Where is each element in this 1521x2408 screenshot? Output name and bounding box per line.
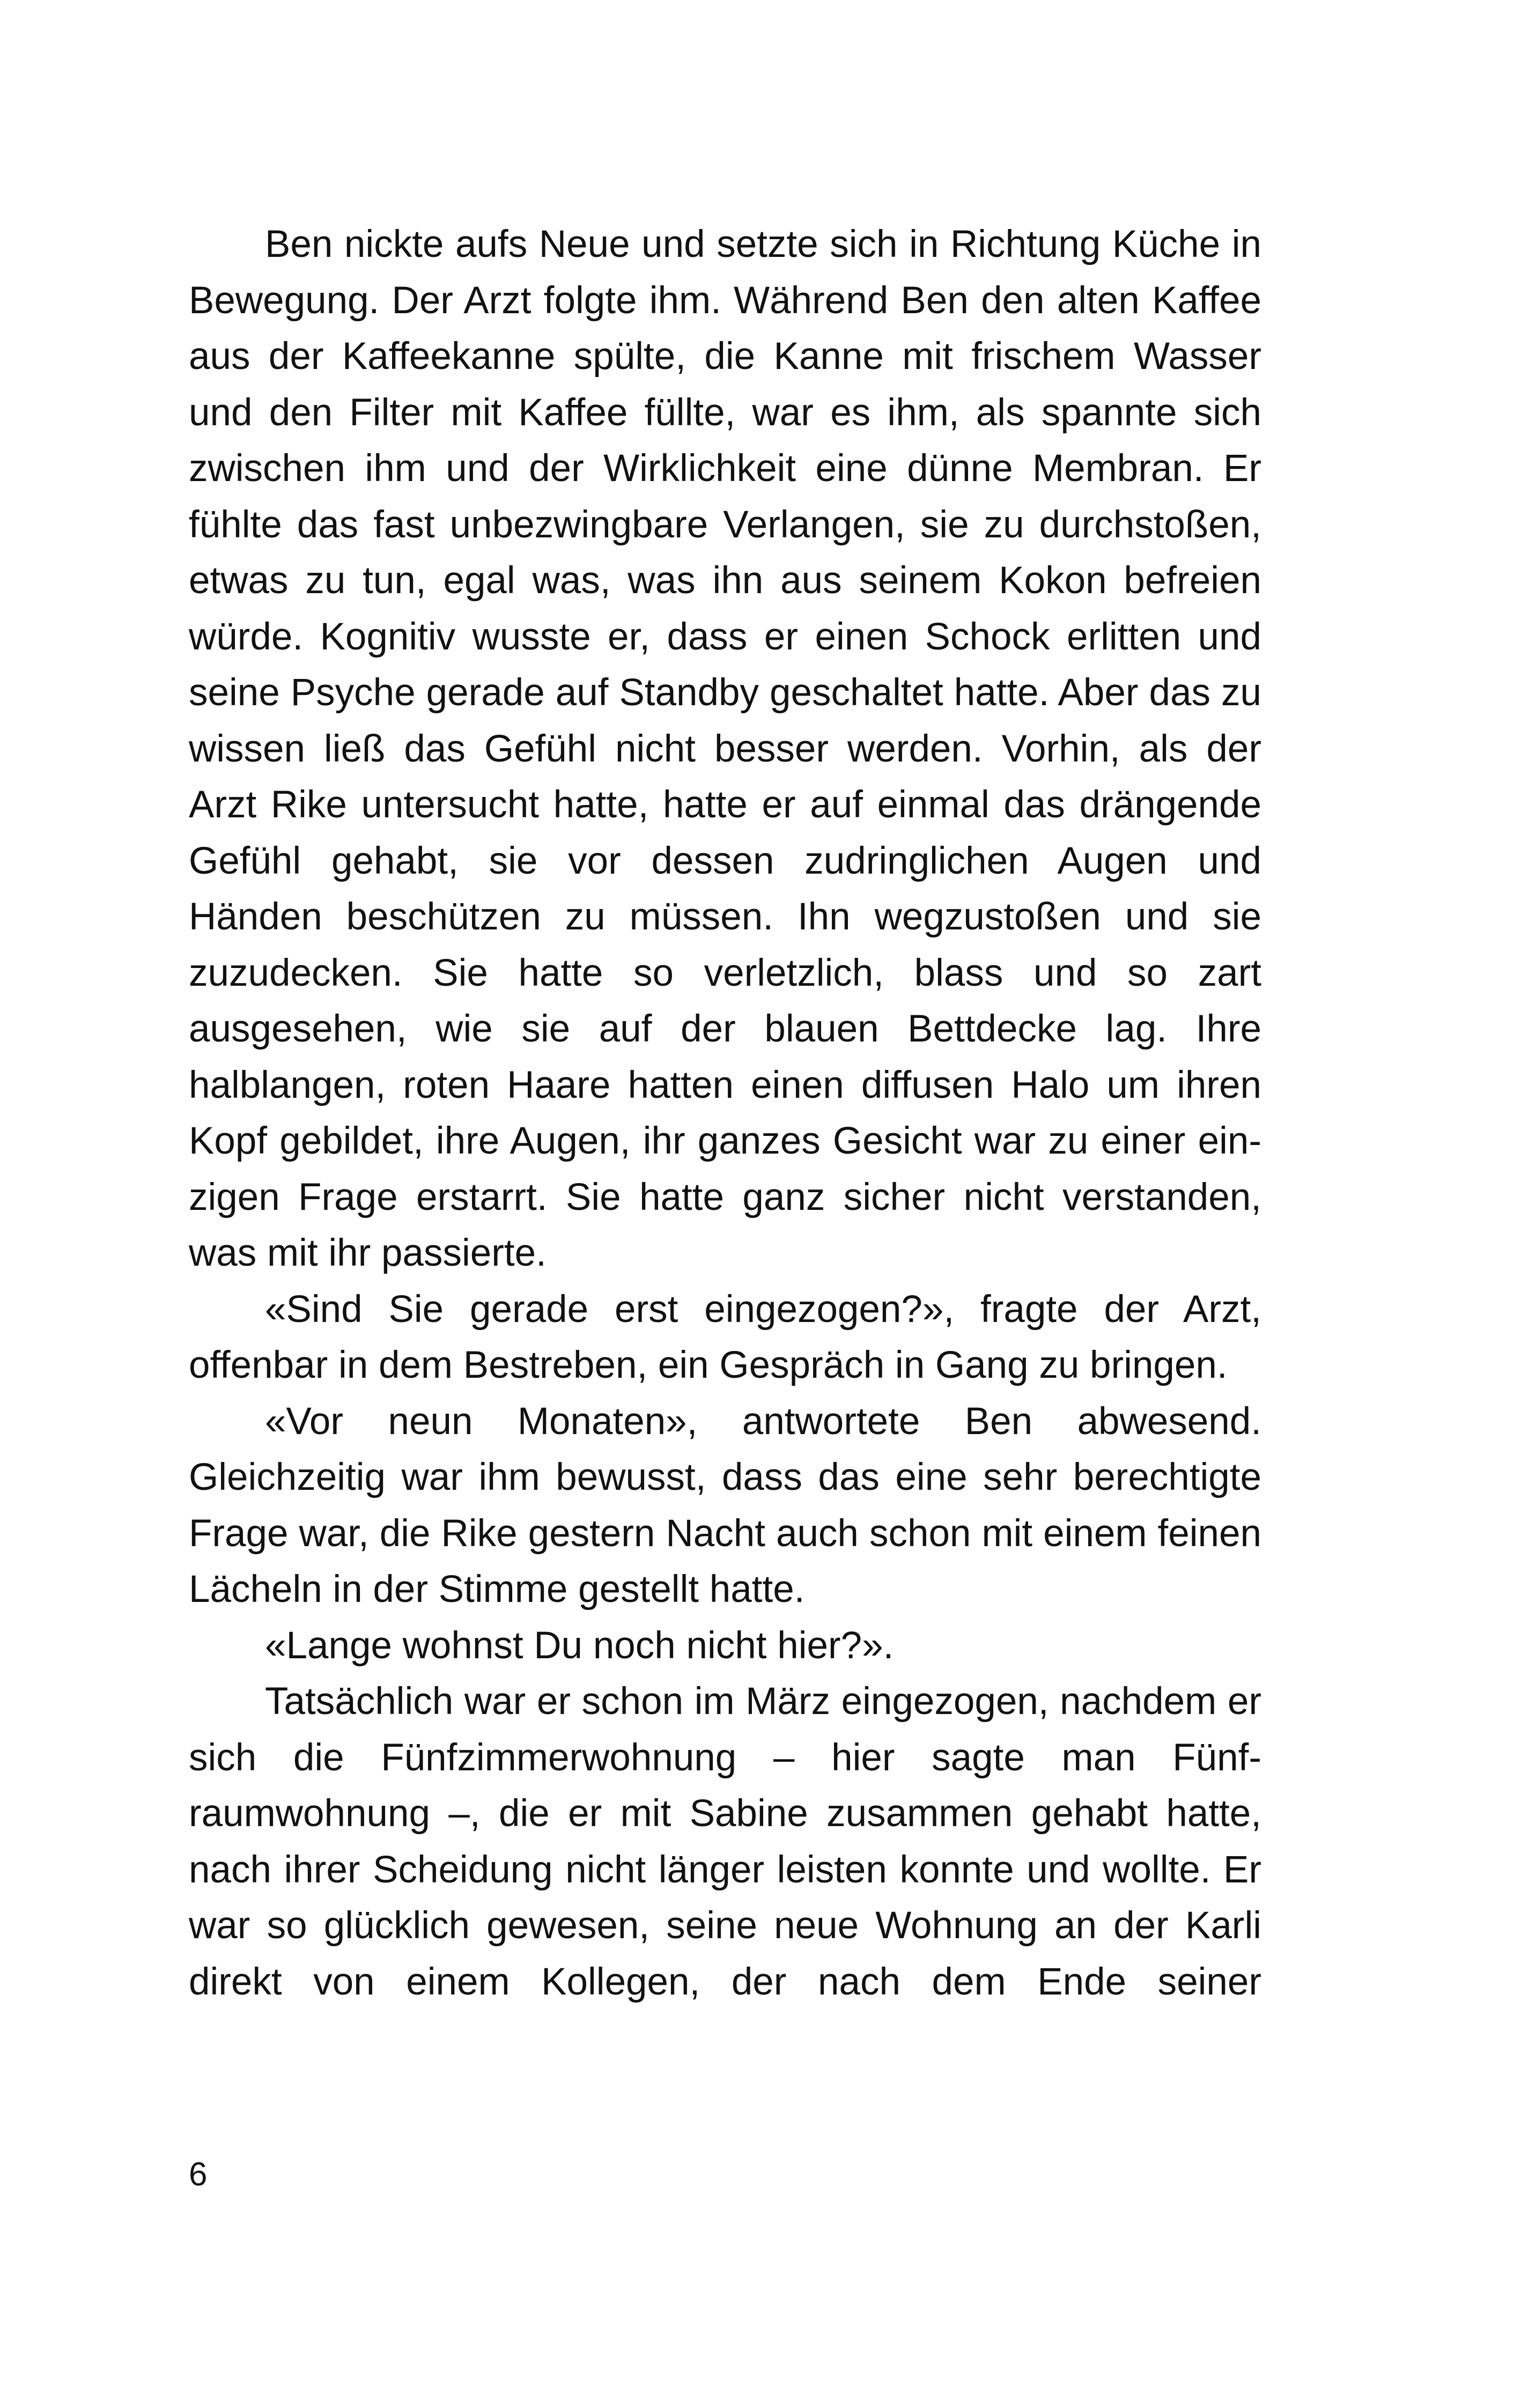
paragraph-5: Tatsächlich war er schon im März eingezogen, nachdem er sich die Fünfzimmerwohnung – hier sagte man Fünfraumwohnung –, die er mit Sabine zusammen gehabt hatte, nach ihrer Scheidung nicht länger leisten konnte und wollte. Er war so glücklich gewesen, seine neue Wohnung an der Karli direkt von einem Kollegen, der nach dem Ende seiner bbox=[189, 1680, 1261, 2003]
page-number: 6 bbox=[189, 2156, 208, 2193]
paragraph-3: «Vor neun Monaten», antwortete Ben abwesend. Gleichzeitig war ihm bewusst, dass das eine sehr berechtigte Frage war, die Rike gestern Nacht auch schon mit einem feinen Lächeln in der Stimme gestellt hatte. bbox=[189, 1400, 1261, 1611]
paragraph-4: «Lange wohnst Du noch nicht hier?». bbox=[265, 1624, 894, 1667]
book-page-body bbox=[189, 217, 1261, 2010]
paragraph-2: «Sind Sie gerade erst eingezogen?», fragte der Arzt, offenbar in dem Bestreben, ein Gespräch in Gang zu bringen. bbox=[189, 1288, 1261, 1386]
paragraph-1: Ben nickte aufs Neue und setzte sich in Richtung Küche in Bewegung. Der Arzt folgte ihm. Während Ben den alten Kaffee aus der Kaffeekanne spülte, die Kanne mit frischem Wasser und den Filter mit Kaffee füllte, war es ihm, als spannte sich zwischen ihm und der Wirklichkeit eine dünne Membran. Er fühlte das fast unbezwingbare Verlangen, sie zu durchstoßen, etwas zu tun, egal was, was ihn aus seinem Kokon befreien würde. Kognitiv wusste er, dass er einen Schock erlitten und seine Psyche gerade auf Standby geschaltet hatte. Aber das zu wissen ließ das Gefühl nicht besser werden. Vorhin, als der Arzt Rike untersucht hatte, hatte er auf einmal das drängende Gefühl gehabt, sie vor dessen zudringlichen Augen und Händen beschützen zu müssen. Ihn wegzustoßen und sie zuzudecken. Sie hatte so verletzlich, blass und so zart ausgesehen, wie sie auf der blauen Bettdecke lag. Ihre halblangen, roten Haare hatten einen diffusen Halo um ihren Kopf gebildet, ihre Augen, ihr ganzes Gesicht war zu einer einzigen Frage erstarrt. Sie hatte ganz sicher nicht verstanden, was mit ihr passierte. bbox=[189, 223, 1261, 1274]
